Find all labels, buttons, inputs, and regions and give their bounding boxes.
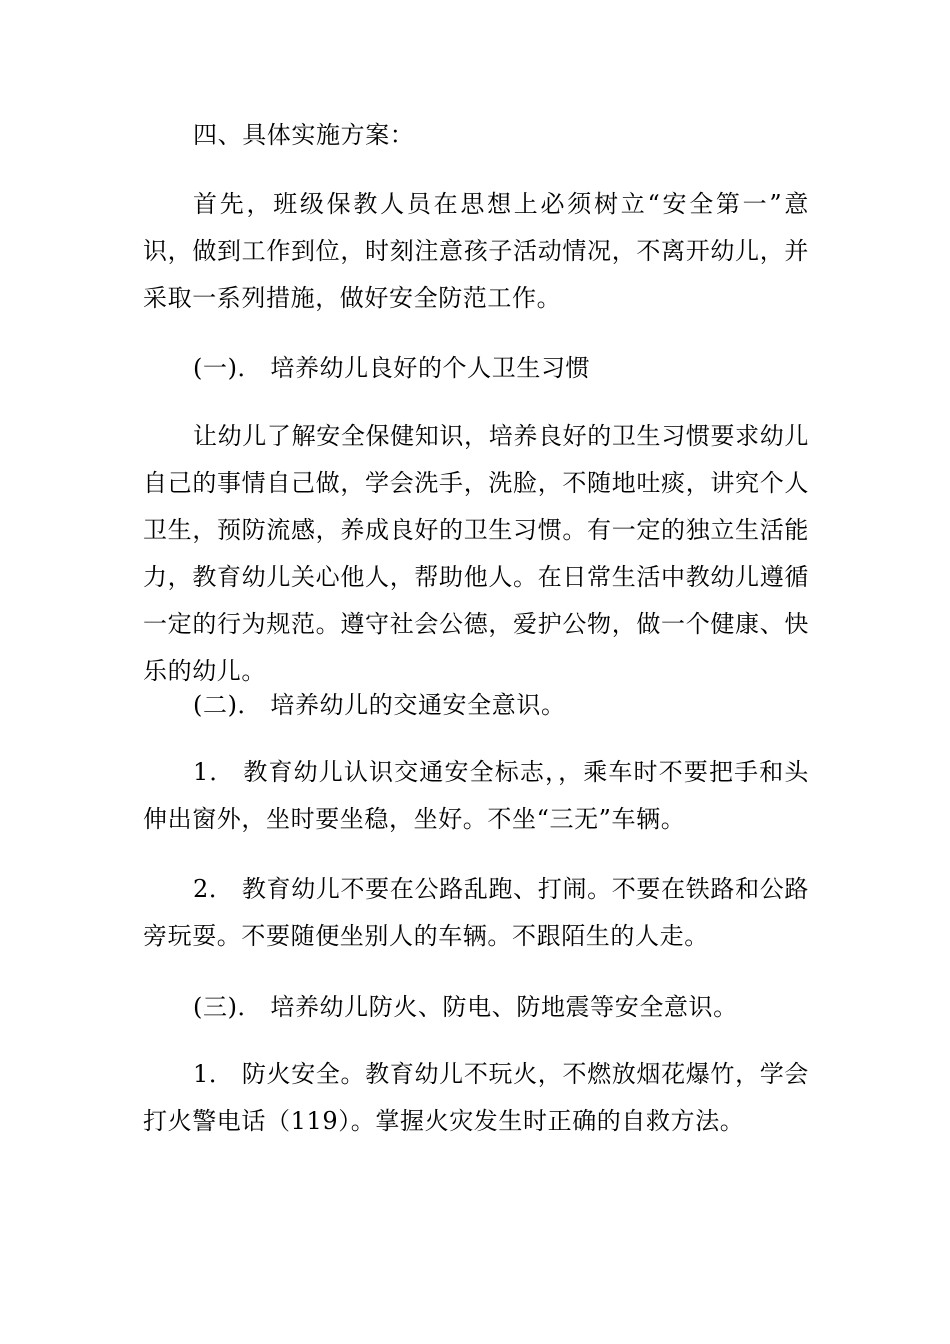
intro-paragraph: 首先，班级保教人员在思想上必须树立“安全第一”意识，做到工作到位，时刻注意孩子活动情况，不离开幼儿，并采取一系列措施，做好安全防范工作。 <box>143 190 809 312</box>
subsection-heading-hygiene: (一)． 培养幼儿良好的个人卫生习惯 <box>193 354 591 382</box>
section-heading-implementation-plan: 四、具体实施方案： <box>193 121 415 149</box>
traffic-item-2: 2． 教育幼儿不要在公路乱跑、打闹。不要在铁路和公路旁玩耍。不要随便坐别人的车辆。不跟陌生的人走。 <box>143 875 809 950</box>
subsection-heading-traffic: (二)． 培养幼儿的交通安全意识。 <box>193 691 566 719</box>
fire-safety-item-1: 1． 防火安全。教育幼儿不玩火，不燃放烟花爆竹，学会打火警电话（119）。掌握火灾发生时正确的自救方法。 <box>143 1060 809 1135</box>
subsection-heading-fire-electric-earthquake: (三)． 培养幼儿防火、防电、防地震等安全意识。 <box>193 993 738 1021</box>
hygiene-paragraph: 让幼儿了解安全保健知识，培养良好的卫生习惯要求幼儿自己的事情自己做，学会洗手，洗脸，不随地吐痰，讲究个人卫生，预防流感，养成良好的卫生习惯。有一定的独立生活能力，教育幼儿关心他人，帮助他人。在日常生活中教幼儿遵循一定的行为规范。遵守社会公德，爱护公物，做一个健康、快乐的幼儿。 <box>143 422 809 685</box>
traffic-item-1: 1． 教育幼儿认识交通安全标志，，乘车时不要把手和头伸出窗外，坐时要坐稳，坐好。不坐“三无”车辆。 <box>143 758 809 833</box>
